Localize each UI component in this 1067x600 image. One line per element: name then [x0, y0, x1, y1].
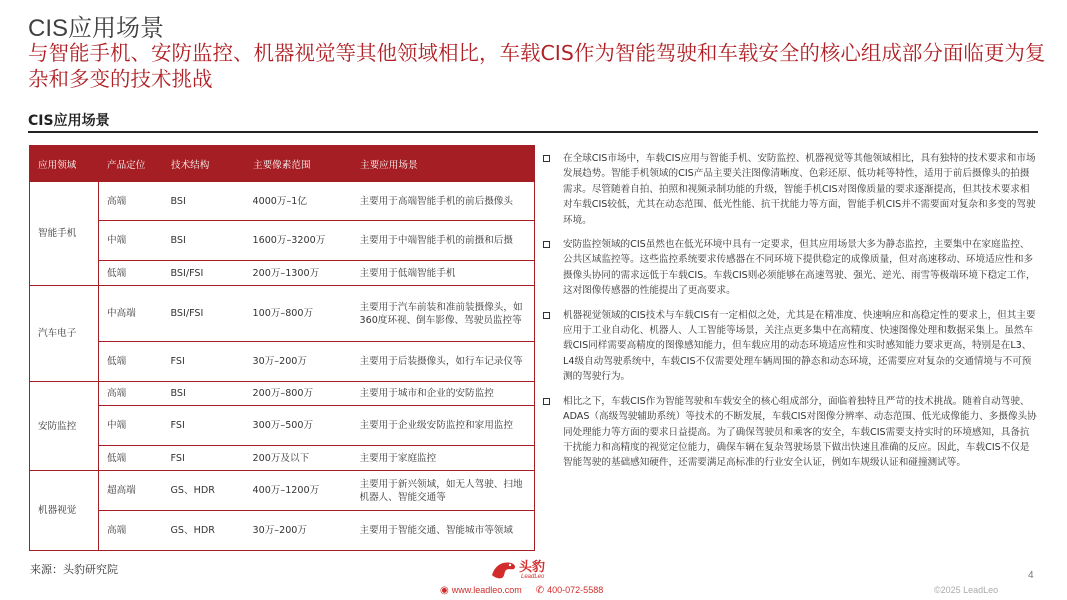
position-cell: 高端	[99, 511, 163, 551]
table-row	[30, 221, 535, 261]
pixels-cell: 200万–800万	[245, 382, 352, 406]
structure-cell: BSI	[163, 382, 245, 406]
structure-cell: BSI	[163, 221, 245, 261]
bullet-text: 在全球CIS市场中，车载CIS应用与智能手机、安防监控、机器视觉等其他领域相比，具有独特的技术要求和市场发展趋势。智能手机领域的CIS产品主要关注图像清晰度、色彩还原、低功耗等特性，适用于前后摄像头的拍摄需求。尽管随着自拍、拍照和视频录制功能的升级，智能手机CIS对图像质量的要求逐渐提高，但其技术要求相对车载CIS较低，尤其在动态范围、低光性能、抗干扰能力等方面，智能手机CIS并不需要面对复杂和多变的驾驶环境。	[563, 153, 1036, 226]
field-cell: 智能手机	[30, 182, 99, 286]
checkbox-bullet-icon	[543, 241, 550, 248]
usage-cell: 主要用于后装摄像头，如行车记录仪等	[352, 342, 535, 382]
column-header: 主要应用场景	[352, 146, 535, 182]
position-cell: 高端	[99, 182, 163, 221]
bullet-text: 安防监控领域的CIS虽然也在低光环境中具有一定要求，但其应用场景大多为静态监控，主要集中在家庭监控、公共区域监控等。这些监控系统要求传感器在不同环境下提供稳定的成像质量，但对高速移动、环境适应性和多摄像头协同的需求远低于车载CIS。车载CIS则必须能够在高速驾驶、强光、逆光、雨雪等极端环境下稳定工作，这对图像传感器的性能提出了更高要求。	[563, 239, 1036, 297]
phone-icon: ✆	[535, 585, 545, 596]
pixels-cell: 30万–200万	[245, 511, 352, 551]
copyright: ©2025 LeadLeo	[934, 585, 999, 595]
structure-cell: FSI	[163, 446, 245, 471]
table-row	[30, 446, 535, 471]
checkbox-bullet-icon	[543, 398, 550, 405]
table-row	[30, 406, 535, 446]
website-link[interactable]	[440, 585, 522, 596]
brand-name: 头豹	[519, 560, 546, 575]
field-cell: 汽车电子	[30, 286, 99, 382]
brand-name-en: LeadLeo	[521, 574, 545, 580]
table-row	[30, 382, 535, 406]
pixels-cell: 100万–800万	[245, 286, 352, 342]
structure-cell: GS、HDR	[163, 471, 245, 511]
pixels-cell: 4000万–1亿	[245, 182, 352, 221]
globe-icon: ◉	[440, 585, 449, 596]
page-title: CIS应用场景	[28, 15, 165, 42]
checkbox-bullet-icon	[543, 312, 550, 319]
footer-links	[440, 585, 603, 596]
phone-link[interactable]	[536, 585, 603, 596]
usage-cell: 主要用于汽车前装和准前装摄像头，如360度环视、倒车影像、驾驶员监控等	[352, 286, 535, 342]
page-number: 4	[1028, 570, 1034, 581]
usage-cell: 主要用于低端智能手机	[352, 261, 535, 286]
usage-cell: 主要用于新兴领域，如无人驾驶、扫地机器人、智能交通等	[352, 471, 535, 511]
column-header: 主要像素范围	[245, 146, 352, 182]
field-cell: 安防监控	[30, 382, 99, 471]
website-text: www.leadleo.com	[451, 585, 522, 595]
usage-cell: 主要用于城市和企业的安防监控	[352, 382, 535, 406]
bullet-item	[543, 151, 1038, 228]
pixels-cell: 400万–1200万	[245, 471, 352, 511]
analysis-bullets	[543, 151, 1038, 480]
table-header-row	[30, 146, 535, 182]
structure-cell: GS、HDR	[163, 511, 245, 551]
position-cell: 低端	[99, 342, 163, 382]
table-row	[30, 511, 535, 551]
leadleo-logo	[489, 557, 517, 581]
section-divider	[28, 131, 1038, 133]
position-cell: 中端	[99, 406, 163, 446]
section-title: CIS应用场景	[28, 113, 110, 129]
bullet-text: 相比之下，车载CIS作为智能驾驶和车载安全的核心组成部分，面临着独特且严苛的技术挑战。随着自动驾驶、ADAS（高级驾驶辅助系统）等技术的不断发展，车载CIS对图像分辨率、动态范围、低光成像能力、多摄像头协同处理能力等方面的要求日益提高。为了确保驾驶员和乘客的安全，车载CIS需要支持实时的环境感知，具备抗干扰能力和高精度的视觉定位能力，确保车辆在复杂驾驶场景下做出快速且准确的反应。因此，车载CIS不仅是智能驾驶的基础感知硬件，还需要满足高标准的行业安全认证，例如车规级认证和碰撞测试等。	[563, 395, 1037, 469]
structure-cell: BSI/FSI	[163, 286, 245, 342]
checkbox-bullet-icon	[543, 155, 550, 162]
bullet-item	[543, 308, 1038, 385]
usage-cell: 主要用于中端智能手机的前摄和后摄	[352, 221, 535, 261]
pixels-cell: 200万及以下	[245, 446, 352, 471]
table-row	[30, 182, 535, 221]
headline: 与智能手机、安防监控、机器视觉等其他领域相比，车载CIS作为智能驾驶和车载安全的核心组成部分面临更为复杂和多变的技术挑战	[28, 41, 1046, 91]
position-cell: 低端	[99, 261, 163, 286]
field-cell: 机器视觉	[30, 471, 99, 551]
pixels-cell: 1600万–3200万	[245, 221, 352, 261]
bullet-item	[543, 237, 1038, 299]
pixels-cell: 200万–1300万	[245, 261, 352, 286]
pixels-cell: 30万–200万	[245, 342, 352, 382]
structure-cell: BSI	[163, 182, 245, 221]
table-row	[30, 286, 535, 342]
structure-cell: FSI	[163, 342, 245, 382]
table-row	[30, 342, 535, 382]
usage-cell: 主要用于家庭监控	[352, 446, 535, 471]
leopard-icon	[489, 557, 517, 581]
usage-cell: 主要用于高端智能手机的前后摄像头	[352, 182, 535, 221]
structure-cell: FSI	[163, 406, 245, 446]
position-cell: 低端	[99, 446, 163, 471]
table-row	[30, 261, 535, 286]
structure-cell: BSI/FSI	[163, 261, 245, 286]
source-note: 来源：头豹研究院	[30, 563, 118, 576]
column-header: 产品定位	[99, 146, 163, 182]
usage-cell: 主要用于智能交通、智能城市等领域	[352, 511, 535, 551]
column-header: 应用领域	[30, 146, 99, 182]
usage-cell: 主要用于企业级安防监控和家用监控	[352, 406, 535, 446]
phone-text: 400-072-5588	[547, 585, 604, 595]
cis-application-table	[29, 145, 535, 551]
position-cell: 高端	[99, 382, 163, 406]
bullet-text: 机器视觉领域的CIS技术与车载CIS有一定相似之处，尤其是在精准度、快速响应和高稳定性的要求上，但其主要应用于工业自动化、机器人、人工智能等场景，关注点更多集中在高精度、快速图像处理和数据采集上。虽然车载CIS同样需要高精度的图像感知能力，但车载应用的动态环境适应性和实时感知能力要求更高，特别是在L3、L4级自动驾驶系统中，车载CIS不仅需要处理车辆周围的静态和动态环境，还需要应对复杂的交通情境与不可预测的驾驶行为。	[563, 309, 1036, 383]
column-header: 技术结构	[163, 146, 245, 182]
pixels-cell: 300万–500万	[245, 406, 352, 446]
position-cell: 中高端	[99, 286, 163, 342]
position-cell: 中端	[99, 221, 163, 261]
table-row	[30, 471, 535, 511]
position-cell: 超高端	[99, 471, 163, 511]
bullet-item	[543, 394, 1038, 471]
